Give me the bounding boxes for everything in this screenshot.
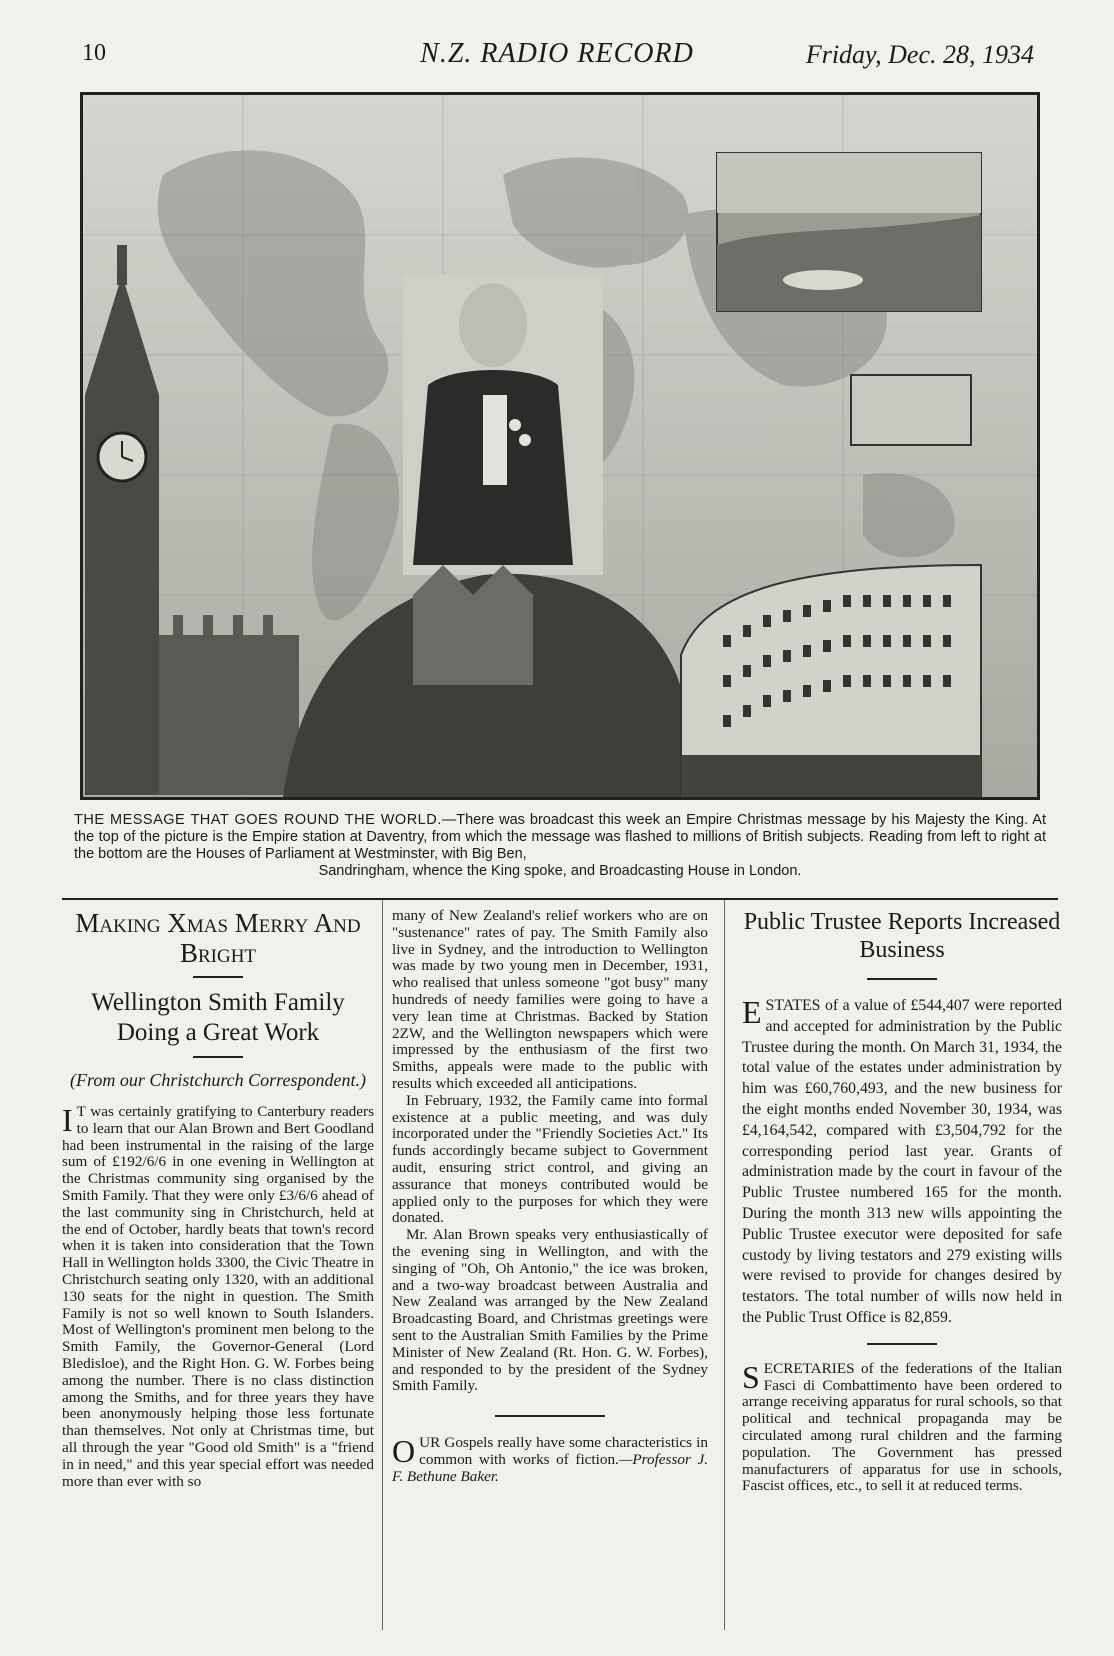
page-number: 10 — [82, 40, 106, 66]
article-xmas-para-4: Mr. Alan Brown speaks very enthusiastically of the evening sing in Wellington, and with the singing of "Oh, Oh Antonio," the ice was broken, and a two-way broadcast between Australia and New Zealand was arranged by the New Zealand Broadcasting Board, and Christmas greetings were sent to the Australian Smith Families by the Prime Minister of New Zealand (Rt. Hon. G. W. Forbes), and responded to by the president of the Sydney Smith Family. — [392, 1226, 708, 1395]
masthead: N.Z. RADIO RECORD — [420, 38, 694, 69]
article-xmas-byline: (From our Christchurch Correspondent.) — [70, 1070, 366, 1090]
quote-attribution: —Professor J. F. Bethune Baker. — [392, 1450, 708, 1485]
collage-photo — [80, 92, 1040, 800]
dropcap: I — [62, 1102, 73, 1138]
issue-date: Friday, Dec. 28, 1934 — [805, 40, 1034, 69]
subhead-rule — [193, 1056, 243, 1058]
headline-rule — [867, 978, 937, 980]
article-trustee-headline: Public Trustee Reports Increased Business — [743, 909, 1061, 963]
headline-rule — [193, 976, 243, 978]
article-fasci-body — [742, 1358, 1062, 1495]
column-divider-1 — [382, 900, 383, 1630]
dropcap: O — [392, 1433, 416, 1470]
map-inset — [851, 375, 971, 445]
caption-last-line: Sandringham, whence the King spoke, and Broadcasting House in London. — [318, 863, 802, 879]
houses-of-parliament — [159, 615, 299, 795]
caption-heading: THE MESSAGE THAT GOES ROUND THE WORLD. — [74, 812, 442, 828]
column-divider-2 — [724, 900, 725, 1630]
fasci-text: ECRETARIES of the federations of the Italian Fasci di Combattimento have been ordered to arrange receiving apparatus for rural schools, so that political and technical propaganda may be circulated among rural children and the farming population. The Government has pressed manufacturers of apparatus for use in schools, Fascist offices, etc., to sell it at reduced terms. — [742, 1359, 1062, 1495]
gospels-quote — [392, 1435, 708, 1485]
article-xmas-subhead: Wellington Smith Family Doing a Great Work — [91, 989, 345, 1046]
page-header — [0, 36, 1114, 76]
dropcap: S — [742, 1358, 760, 1395]
para-1-text: T was certainly gratifying to Canterbury readers to learn that our Alan Brown and Bert Goodland had been instrumental in the raising of the large sum of £192/6/6 in one evening in Wellington at the Christmas community sing organised by the Smith Family. That they were only £3/6/6 ahead of the last community sing in Christchurch, held at the end of October, hardly beats that town's record when it is taken into consideration that the Town Hall in Wellington holds 3300, the Civic Theatre in Christchurch seating only 1320, with an additional 130 seats for the night in question. The Smith Family is not so well known to South Islanders. Most of Wellington's prominent men belong to the Smith Family, the Governor-General (Lord Bledisloe), and the Right Hon. G. W. Forbes being among the number. There is no class distinction among the Smiths, and for three years they have been anonymously helping those less fortunate than themselves. Not only at Christmas time, but all through the year "Good old Smith" is a "friend in in need," and this year special effort was needed more than ever with so — [62, 1103, 374, 1490]
king-portrait — [403, 275, 603, 575]
quote-divider — [495, 1415, 605, 1417]
photo-caption — [74, 812, 1046, 880]
article-xmas-column-2 — [392, 908, 708, 1486]
caption-body: —There was broadcast this week an Empire Christmas message by his Majesty the King. At the top of the picture is the Empire station at Daventry, from which the message was flashed to millions of British subjects. Reading from left to right at the bottom are the Houses of Parliament at Westminster, with Big Ben, — [74, 812, 1046, 862]
dropcap: E — [742, 994, 762, 1030]
quote-text: UR Gospels really have some characteristics in common with works of fiction. — [419, 1434, 708, 1468]
article-divider — [867, 1343, 937, 1345]
article-xmas-para-2: many of New Zealand's relief workers who are on "sustenance" rates of pay. The Smith Family also live in Sydney, and the introduction to Wellington was made by two young men in December, 1931, who realised that unless someone "got busy" many hundreds of needy families were going to have a very lean time at Christmas. Backed by Station 2ZW, and the Wellington newspapers which were impressed by the enthusiasm of the first two Smiths, appeals were made to the public with results which exceeded all anticipations. — [392, 907, 708, 1092]
article-xmas-para-3: In February, 1932, the Family came into formal existence at a public meeting, and was duly incorporated under the "Friendly Societies Act." Its funds accordingly became subject to Government audit, ensuring strict control, and giving an assurance that moneys contributed would be applied only to the purposes for which they were donated. — [392, 1091, 708, 1227]
article-xmas-headline: Making Xmas Merry And Bright — [75, 908, 361, 968]
article-trustee-column — [742, 908, 1062, 1495]
section-rule — [62, 898, 1058, 900]
collage-photo-icon — [83, 95, 1037, 797]
article-xmas-para-1 — [62, 1104, 374, 1490]
trustee-text: STATES of a value of £544,407 were reported and accepted for administration by the Public Trustee during the month. On March 31, 1934, the total value of the estates under administration by him was £60,760,493, and the new business for the eight months ended November 30, 1934, was £4,164,542, compared with £3,504,792 for the corresponding period last year. Grants of administration made by the court in favour of the Public Trustee numbered 165 for the month. During the month 313 new wills appointing the Public Trustee executor were deposited for safe custody by living testators and 279 existing wills were revised to provide for changes desired by testators. The total number of wills now held in the Public Trust Office is 82,859. — [742, 997, 1062, 1326]
article-xmas-column-1 — [62, 908, 374, 1490]
article-trustee-body — [742, 996, 1062, 1329]
